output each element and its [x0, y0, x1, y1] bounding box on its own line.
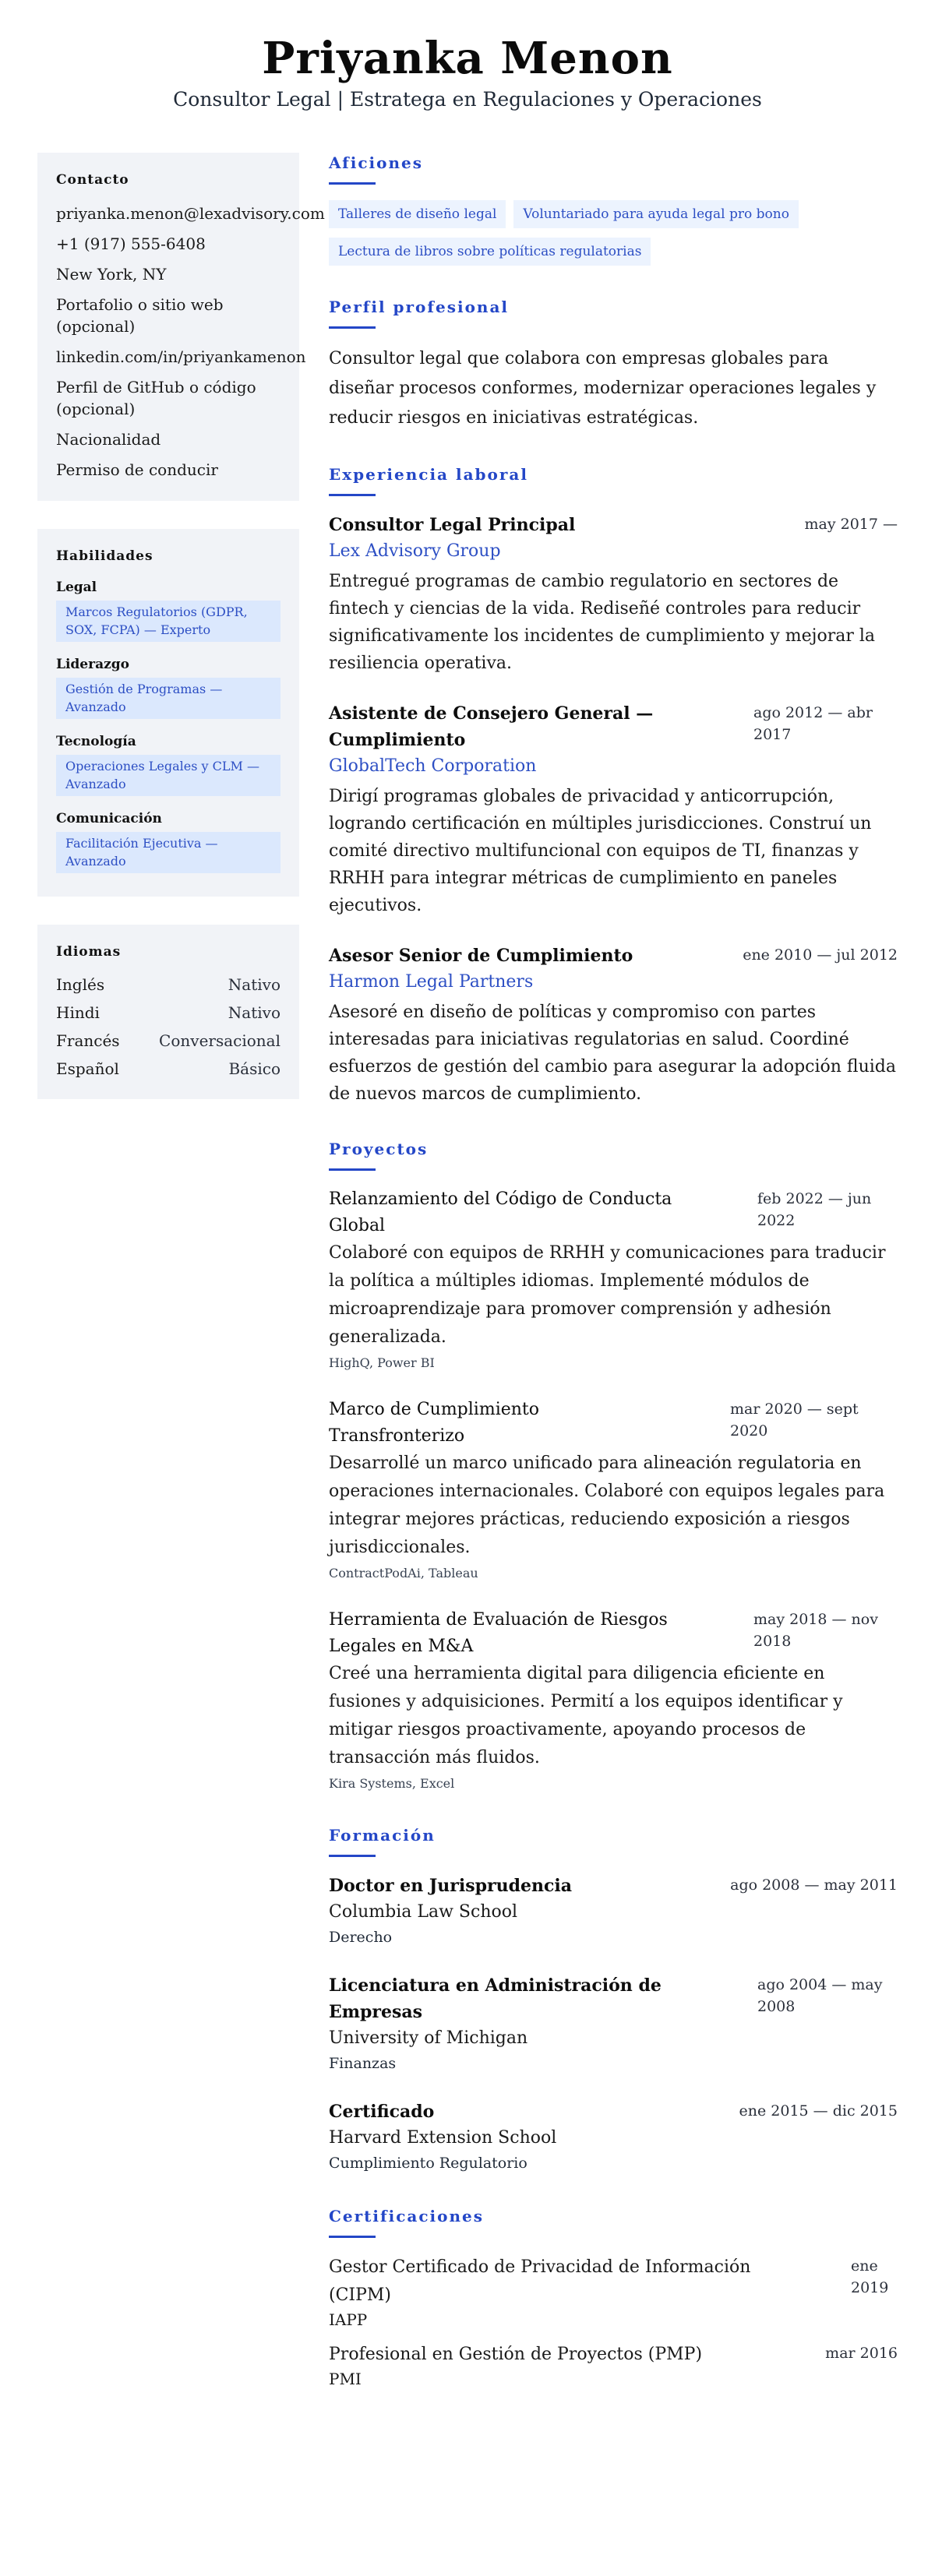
job-dates: may 2017 —: [804, 516, 898, 533]
project-name: Relanzamiento del Código de Conducta Global: [329, 1189, 672, 1235]
company-name: Lex Advisory Group: [329, 541, 501, 561]
education-entry: [329, 1972, 898, 2075]
language-name: Hindi: [56, 1003, 100, 1022]
languages-panel: [37, 925, 299, 1099]
experience-entry: [329, 943, 898, 1108]
certification-entry: [329, 2254, 898, 2330]
section-divider: [329, 326, 376, 329]
field-of-study: Derecho: [329, 1929, 393, 1946]
language-row: [56, 974, 280, 995]
language-row: [56, 1031, 280, 1051]
projects-section: [329, 1139, 898, 1794]
company-name: Harmon Legal Partners: [329, 972, 534, 992]
section-divider: [329, 494, 376, 496]
hobby-chips: [329, 200, 898, 266]
project-tech: HighQ, Power BI: [329, 1355, 435, 1370]
certification-issuer: PMI: [329, 2370, 362, 2388]
hobby-chip: Voluntariado para ayuda legal pro bono: [513, 200, 799, 228]
project-entry: [329, 1186, 898, 1373]
job-description: Dirigí programas globales de privacidad y anticorrupción, logrando certificación en múltiples jurisdicciones. Construí un comité directivo multifuncional con equipos de TI, finanzas y RRHH para integrar métricas de cumplimiento en paneles ejecutivos.: [329, 787, 872, 915]
contact-linkedin[interactable]: linkedin.com/in/priyankamenon: [56, 347, 306, 366]
hobby-chip: Lectura de libros sobre políticas regulatorias: [329, 238, 651, 266]
certification-issuer: IAPP: [329, 2310, 368, 2329]
skill-chip: Gestión de Programas — Avanzado: [56, 678, 280, 719]
job-title: Asesor Senior de Cumplimiento: [329, 946, 633, 966]
skill-category: Liderazgo: [56, 657, 129, 672]
school-name: Harvard Extension School: [329, 2128, 557, 2148]
project-dates: may 2018 — nov 2018: [753, 1611, 878, 1650]
experience-entry: [329, 700, 898, 919]
language-name: Francés: [56, 1031, 120, 1050]
education-entry: [329, 2099, 898, 2175]
projects-title: Proyectos: [329, 1140, 429, 1158]
degree-name: Certificado: [329, 2102, 435, 2122]
contact-nationality: Nacionalidad: [56, 430, 161, 449]
project-entry: [329, 1397, 898, 1584]
education-entry: [329, 1873, 898, 1949]
contact-phone[interactable]: +1 (917) 555-6408: [56, 234, 206, 253]
job-dates: ene 2010 — jul 2012: [743, 946, 898, 964]
certifications-title: Certificaciones: [329, 2207, 484, 2225]
skill-group-legal: [56, 579, 280, 642]
contact-portfolio[interactable]: Portafolio o sitio web (opcional): [56, 295, 224, 336]
candidate-name: Priyanka Menon: [262, 33, 673, 84]
contact-panel: [37, 153, 325, 501]
skill-group-technology: [56, 733, 280, 796]
skill-group-leadership: [56, 656, 280, 719]
project-name: Herramienta de Evaluación de Riesgos Legales en M&A: [329, 1610, 668, 1656]
degree-name: Doctor en Jurisprudencia: [329, 1876, 572, 1896]
project-dates: feb 2022 — jun 2022: [757, 1190, 872, 1229]
education-title: Formación: [329, 1826, 436, 1845]
project-description: Creé una herramienta digital para diligencia eficiente en fusiones y adquisiciones. Permití a los equipos identificar y mitigar riesgos proactivamente, apoyando procesos de transacción más fluidos.: [329, 1664, 843, 1767]
hobbies-title: Aficiones: [329, 153, 424, 172]
education-dates: ago 2004 — may 2008: [757, 1976, 883, 2015]
certification-entry: [329, 2341, 898, 2389]
job-title: Consultor Legal Principal: [329, 515, 576, 535]
contact-location: New York, NY: [56, 265, 167, 284]
school-name: University of Michigan: [329, 2028, 528, 2048]
language-level: Básico: [228, 1059, 280, 1078]
skill-category: Tecnología: [56, 734, 136, 749]
language-level: Conversacional: [159, 1031, 280, 1050]
project-dates: mar 2020 — sept 2020: [730, 1401, 859, 1440]
certification-date: mar 2016: [825, 2345, 898, 2362]
education-dates: ene 2015 — dic 2015: [739, 2102, 898, 2120]
job-description: Entregué programas de cambio regulatorio en sectores de fintech y ciencias de la vida. Rediseñé controles para reducir significativamente los incidentes de cumplimiento y mejorar la resiliencia operativa.: [329, 572, 876, 673]
language-name: Inglés: [56, 975, 105, 994]
project-tech: Kira Systems, Excel: [329, 1776, 455, 1791]
language-name: Español: [56, 1059, 119, 1078]
skill-chip: Facilitación Ejecutiva — Avanzado: [56, 832, 280, 873]
hobbies-section: [329, 153, 898, 266]
contact-driving-license: Permiso de conducir: [56, 460, 218, 479]
skill-category: Legal: [56, 580, 97, 595]
project-tech: ContractPodAi, Tableau: [329, 1566, 478, 1580]
certification-date: ene 2019: [851, 2257, 889, 2296]
field-of-study: Cumplimiento Regulatorio: [329, 2155, 527, 2172]
project-description: Colaboré con equipos de RRHH y comunicaciones para traducir la política a múltiples idiomas. Implementé módulos de microaprendizaje para promover comprensión y adhesión generalizada.: [329, 1243, 886, 1347]
section-divider: [329, 2236, 376, 2238]
skill-category: Comunicación: [56, 811, 162, 826]
resume-body: [0, 153, 935, 2420]
school-name: Columbia Law School: [329, 1902, 518, 1922]
section-divider: [329, 1855, 376, 1857]
project-entry: [329, 1607, 898, 1794]
language-level: Nativo: [228, 1003, 280, 1022]
certification-name: Gestor Certificado de Privacidad de Información (CIPM): [329, 2257, 751, 2305]
skill-group-communication: [56, 810, 280, 873]
project-name: Marco de Cumplimiento Transfronterizo: [329, 1400, 540, 1446]
sidebar: [37, 153, 325, 2420]
experience-entry: [329, 512, 898, 677]
job-description: Asesoré en diseño de políticas y compromiso con partes interesadas para iniciativas regulatorias en salud. Coordiné esfuerzos de gestión del cambio para asegurar la adopción fluida de nuevos marcos de cumplimiento.: [329, 1003, 896, 1104]
job-title: Asistente de Consejero General — Cumplimiento: [329, 703, 654, 750]
languages-title: Idiomas: [56, 944, 122, 960]
experience-title: Experiencia laboral: [329, 465, 528, 484]
certification-name: Profesional en Gestión de Proyectos (PMP): [329, 2345, 703, 2364]
degree-name: Licenciatura en Administración de Empresas: [329, 1975, 662, 2022]
contact-email[interactable]: priyanka.menon@lexadvisory.com: [56, 204, 325, 223]
candidate-headline: Consultor Legal | Estratega en Regulaciones y Operaciones: [173, 88, 762, 111]
job-dates: ago 2012 — abr 2017: [753, 704, 873, 743]
profile-summary: Consultor legal que colabora con empresas globales para diseñar procesos conformes, modernizar operaciones legales y reducir riesgos en iniciativas estratégicas.: [329, 349, 877, 428]
main-column: [329, 153, 898, 2420]
skills-panel: [37, 529, 299, 897]
skills-title: Habilidades: [56, 548, 153, 564]
skill-chip: Marcos Regulatorios (GDPR, SOX, FCPA) — Experto: [56, 601, 280, 642]
skill-chip: Operaciones Legales y CLM — Avanzado: [56, 755, 280, 796]
language-level: Nativo: [228, 975, 280, 994]
experience-section: [329, 464, 898, 1108]
profile-section: [329, 297, 898, 433]
company-name: GlobalTech Corporation: [329, 756, 537, 776]
education-section: [329, 1825, 898, 2175]
section-divider: [329, 182, 376, 185]
certifications-section: [329, 2206, 898, 2389]
education-dates: ago 2008 — may 2011: [730, 1876, 898, 1894]
hobby-chip: Talleres de diseño legal: [329, 200, 506, 228]
contact-title: Contacto: [56, 172, 129, 188]
resume-header: [0, 0, 935, 153]
contact-github[interactable]: Perfil de GitHub o código (opcional): [56, 378, 256, 418]
project-description: Desarrollé un marco unificado para alineación regulatoria en operaciones internacionales. Colaboré con equipos legales para integrar mejores prácticas, reduciendo exposición a riesgos jurisdiccionales.: [329, 1454, 885, 1557]
section-divider: [329, 1168, 376, 1171]
language-row: [56, 1003, 280, 1023]
profile-title: Perfil profesional: [329, 298, 510, 316]
field-of-study: Finanzas: [329, 2055, 397, 2072]
language-row: [56, 1059, 280, 1079]
